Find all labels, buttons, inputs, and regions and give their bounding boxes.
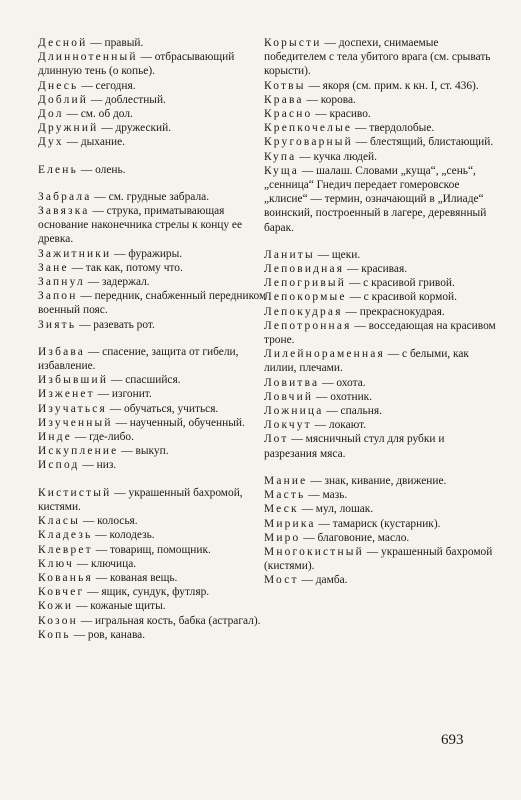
entry-definition: — спасшийся. — [108, 374, 181, 387]
entry-headword: Мание — [264, 474, 308, 487]
entry-headword: Ложница — [264, 405, 324, 418]
entry-definition: — прекраснокудрая. — [342, 305, 445, 318]
dictionary-entry — [38, 486, 270, 514]
dictionary-entry — [38, 585, 270, 599]
entry-headword: Запон — [38, 290, 78, 303]
section-gap — [38, 177, 270, 190]
dictionary-entry — [38, 275, 270, 289]
dictionary-entry — [264, 290, 496, 304]
entry-headword: Корысти — [264, 37, 322, 49]
entry-definition: — шалаш. Словами „куща“, „сень“, „сенница“ Гнедич передает гомеровское „клисие“ — термин, означающий в „Илиаде“ воинский, построенный в лагере, деревянный барак. — [264, 164, 487, 234]
entry-headword: Дружний — [38, 122, 99, 135]
entry-headword: Завязка — [38, 205, 90, 218]
entry-definition: — благовоние, масло. — [300, 531, 410, 544]
entry-headword: Лепотронная — [264, 319, 352, 332]
entry-headword: Куща — [264, 164, 300, 177]
entry-definition: — спальня. — [323, 405, 382, 418]
dictionary-entry — [264, 376, 496, 390]
entry-definition: — олень. — [78, 163, 126, 176]
entry-definition: — передник, снабженный передником военный пояс. — [38, 290, 267, 317]
entry-headword: Масть — [264, 489, 306, 502]
dictionary-entry — [264, 404, 496, 418]
entry-headword: Днесь — [38, 79, 79, 92]
dictionary-entry — [264, 248, 496, 262]
entry-definition: — изгонит. — [94, 388, 152, 401]
dictionary-entry — [264, 79, 496, 93]
dictionary-entry — [264, 545, 496, 573]
entry-headword: Избывший — [38, 374, 109, 387]
dictionary-entry — [38, 444, 270, 458]
entry-headword: Кистистый — [38, 486, 112, 499]
entry-headword: Локчут — [264, 419, 312, 432]
entry-headword: Мост — [264, 574, 299, 587]
dictionary-entry — [38, 557, 270, 571]
dictionary-entry — [38, 345, 270, 373]
entry-definition: — локают. — [311, 419, 367, 432]
entry-definition: — дружеский. — [98, 122, 172, 135]
section-gap — [264, 461, 496, 474]
dictionary-entry — [38, 36, 270, 50]
left-column — [38, 36, 270, 642]
entry-headword: Кладезь — [38, 529, 93, 542]
dictionary-entry — [38, 458, 270, 472]
section-gap — [264, 235, 496, 248]
entry-headword: Забрала — [38, 190, 92, 203]
page-number: 693 — [441, 732, 464, 748]
dictionary-entry — [264, 573, 496, 587]
dictionary-entry — [38, 628, 270, 642]
entry-headword: Ключ — [38, 557, 74, 570]
entry-definition: — см. об дол. — [63, 108, 133, 121]
dictionary-entry — [38, 204, 270, 247]
entry-definition: — ящик, сундук, футляр. — [84, 586, 210, 599]
entry-headword: Изучаться — [38, 402, 107, 415]
entry-headword: Длиннотенный — [38, 51, 138, 64]
entry-definition: — обучаться, учиться. — [106, 402, 219, 415]
entry-definition: — мясничный стул для рубки и разрезания мяса. — [264, 433, 445, 460]
entry-headword: Ловитва — [264, 376, 320, 389]
entry-definition: — дыхание. — [63, 136, 125, 149]
entry-definition: — выкуп. — [118, 445, 169, 458]
entry-headword: Мирика — [264, 517, 316, 530]
section-gap — [38, 332, 270, 345]
entry-headword: Ковчег — [38, 586, 85, 599]
dictionary-entry — [38, 416, 270, 430]
entry-headword: Лепокудрая — [264, 305, 343, 318]
dictionary-entry — [264, 107, 496, 121]
entry-headword: Зане — [38, 261, 69, 274]
dictionary-entry — [264, 531, 496, 545]
dictionary-entry — [38, 318, 270, 332]
entry-headword: Ланиты — [264, 248, 315, 261]
entry-headword: Зиять — [38, 318, 77, 331]
entry-definition: — наученный, обученный. — [112, 416, 245, 429]
dictionary-entry — [38, 79, 270, 93]
dictionary-entry — [264, 262, 496, 276]
entry-definition: — охотник. — [313, 390, 373, 403]
dictionary-entry — [38, 528, 270, 542]
dictionary-entry — [264, 276, 496, 290]
dictionary-entry — [264, 390, 496, 404]
entry-headword: Запнул — [38, 276, 85, 289]
entry-headword: Испод — [38, 459, 80, 472]
entry-headword: Кожи — [38, 600, 74, 613]
entry-definition: — мазь. — [305, 489, 348, 502]
entry-definition: — отбрасывающий длинную тень (о копье). — [38, 51, 235, 78]
entry-headword: Крава — [264, 93, 304, 106]
dictionary-entry — [264, 150, 496, 164]
entry-headword: Меск — [264, 503, 299, 516]
entry-definition: — с красивой гривой. — [346, 277, 455, 290]
dictionary-entry — [38, 571, 270, 585]
dictionary-entry — [264, 36, 496, 79]
entry-definition: — корова. — [303, 93, 356, 106]
dictionary-entry — [264, 121, 496, 135]
entry-headword: Искупление — [38, 445, 119, 458]
dictionary-entry — [38, 402, 270, 416]
dictionary-entry — [264, 135, 496, 149]
dictionary-entry — [38, 50, 270, 78]
entry-definition: — твердолобые. — [352, 122, 435, 135]
entry-definition: — сегодня. — [78, 79, 136, 92]
entry-definition: — правый. — [87, 37, 144, 49]
entry-headword: Лепогривый — [264, 277, 347, 290]
dictionary-entry — [264, 474, 496, 488]
entry-definition: — ключица. — [73, 557, 137, 570]
entry-headword: Леповидная — [264, 263, 345, 276]
entry-definition: — красиво. — [312, 108, 371, 121]
dictionary-entry — [38, 289, 270, 317]
entry-definition: — с красивой кормой. — [346, 291, 457, 304]
entry-definition: — знак, кивание, движение. — [307, 474, 447, 487]
entry-definition: — кучка людей. — [296, 150, 377, 163]
entry-headword: Крепкочелые — [264, 122, 353, 135]
entry-headword: Десной — [38, 37, 88, 49]
entry-headword: Класы — [38, 515, 81, 528]
entry-headword: Ловчий — [264, 390, 314, 403]
dictionary-entry — [264, 418, 496, 432]
entry-headword: Зажитники — [38, 247, 112, 260]
dictionary-entry — [264, 164, 496, 235]
right-column — [264, 36, 496, 588]
dictionary-entry — [38, 514, 270, 528]
entry-definition: — ров, канава. — [70, 628, 146, 641]
entry-definition: — так как, потому что. — [68, 261, 183, 274]
entry-definition: — разевать рот. — [76, 318, 155, 331]
entry-headword: Изученный — [38, 416, 113, 429]
dictionary-entry — [264, 93, 496, 107]
dictionary-entry — [264, 305, 496, 319]
entry-headword: Доблий — [38, 93, 89, 106]
entry-definition: — колодезь. — [92, 529, 155, 542]
dictionary-entry — [38, 614, 270, 628]
entry-definition: — охота. — [319, 376, 366, 389]
entry-definition: — с белыми, как лилии, плечами. — [264, 348, 469, 375]
entry-headword: Клеврет — [38, 543, 93, 556]
dictionary-entry — [264, 432, 496, 460]
entry-definition: — украшенный бахромой (кистями). — [264, 545, 493, 573]
entry-definition: — украшенный бахромой, кистями. — [38, 486, 243, 513]
entry-definition: — тамариск (кустарник). — [315, 517, 441, 530]
entry-definition: — фуражиры. — [111, 247, 183, 260]
entry-definition: — задержал. — [84, 276, 150, 289]
dictionary-entry — [38, 121, 270, 135]
dictionary-entry — [38, 247, 270, 261]
entry-definition: — щеки. — [314, 248, 361, 261]
entry-headword: Кованья — [38, 571, 93, 584]
entry-headword: Многокистный — [264, 545, 364, 558]
entry-definition: — доблестный. — [88, 93, 166, 106]
dictionary-entry — [264, 347, 496, 375]
entry-definition: — где-либо. — [71, 431, 134, 444]
dictionary-entry — [264, 502, 496, 516]
entry-definition: — колосья. — [80, 515, 138, 528]
entry-definition: — блестящий, блистающий. — [352, 136, 494, 149]
entry-headword: Дух — [38, 136, 64, 149]
entry-headword: Лепокормые — [264, 291, 347, 304]
entry-definition: — кованая вещь. — [92, 571, 178, 584]
entry-definition: — мул, лошак. — [298, 503, 374, 516]
entry-headword: Котвы — [264, 79, 306, 92]
dictionary-entry — [38, 135, 270, 149]
entry-headword: Лилейнораменная — [264, 348, 385, 361]
entry-headword: Изженет — [38, 388, 95, 401]
entry-definition: — товарищ, помощник. — [92, 543, 211, 556]
entry-headword: Миро — [264, 531, 301, 544]
entry-definition: — якоря (см. прим. к кн. I, ст. 436). — [305, 79, 479, 92]
dictionary-entry — [38, 599, 270, 613]
entry-definition: — спасение, защита от гибели, избавление. — [38, 345, 239, 373]
dictionary-entry — [38, 430, 270, 444]
dictionary-entry — [38, 190, 270, 204]
entry-headword: Избава — [38, 345, 86, 358]
dictionary-entry — [38, 373, 270, 387]
entry-headword: Козон — [38, 614, 78, 627]
dictionary-entry — [264, 488, 496, 502]
entry-headword: Круговарный — [264, 136, 353, 149]
dictionary-entry — [264, 517, 496, 531]
dictionary-entry — [38, 107, 270, 121]
entry-definition: — красивая. — [344, 263, 408, 276]
entry-headword: Лот — [264, 433, 289, 446]
dictionary-entry — [264, 319, 496, 347]
entry-definition: — игральная кость, бабка (астрагал). — [77, 614, 261, 627]
entry-headword: Дол — [38, 108, 64, 121]
dictionary-entry — [38, 93, 270, 107]
dictionary-entry — [38, 163, 270, 177]
entry-headword: Копь — [38, 628, 71, 641]
entry-headword: Елень — [38, 163, 78, 176]
entry-definition: — дамба. — [298, 574, 348, 587]
entry-definition: — доспехи, снимаемые победителем с тела убитого врага (см. срывать корысти). — [264, 37, 491, 78]
entry-definition: — низ. — [79, 459, 117, 472]
section-gap — [38, 150, 270, 163]
entry-headword: Красно — [264, 108, 313, 121]
entry-definition: — восседающая на красивом троне. — [264, 319, 496, 347]
entry-headword: Купа — [264, 150, 297, 163]
entry-definition: — кожаные щиты. — [73, 600, 166, 613]
dictionary-entry — [38, 261, 270, 275]
dictionary-entry — [38, 543, 270, 557]
entry-headword: Инде — [38, 431, 72, 444]
entry-definition: — струка, приматывающая основание наконечника стрелы к концу ее древка. — [38, 205, 243, 246]
dictionary-entry — [38, 387, 270, 401]
entry-definition: — см. грудные забрала. — [91, 190, 210, 203]
section-gap — [38, 473, 270, 486]
